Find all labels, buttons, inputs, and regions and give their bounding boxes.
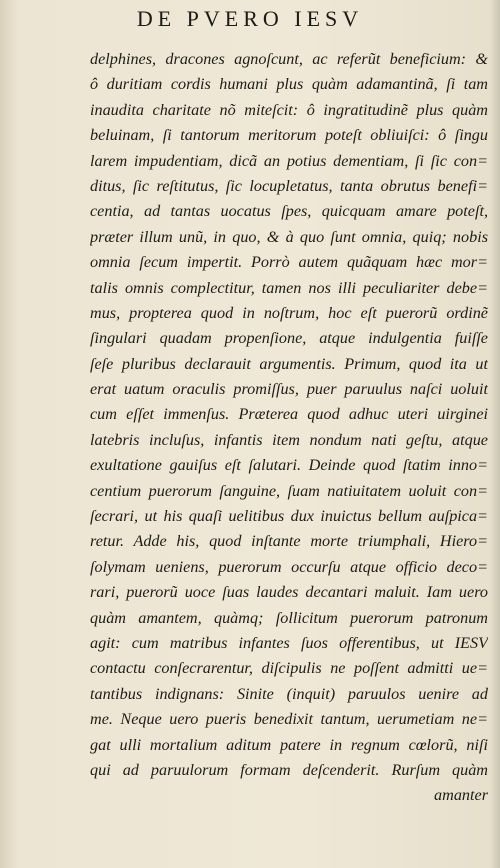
page-edge-shadow [490, 0, 500, 868]
text-line: ſingulari quadam propenſione, atque indulgentia fuiſſe [90, 329, 488, 348]
text-line: ſolymam ueniens, puerorum occurſu atque officio deco= [90, 557, 488, 576]
text-line: omnia ſecum impertit. Porrò autem quãquam hæc mor= [90, 253, 488, 272]
text-line: tantibus indignans: Sinite (inquit) paruulos uenire ad [90, 684, 488, 703]
text-line: retur. Adde his, quod inſtante morte triumphali, Hiero= [90, 532, 488, 551]
text-line: cum eſſet immenſus. Præterea quod adhuc uteri uirginei [90, 405, 488, 424]
text-line: delphines, dracones agnoſcunt, ac referũt beneficium: & [90, 50, 488, 68]
text-line: præter illum unũ, in quo, & à quo ſunt omnia, quiq; nobis [90, 227, 488, 246]
text-line: quàm amantem, quàmq; ſollicitum puerorum patronum [90, 608, 488, 627]
text-line: ditus, ſic reſtitutus, ſic locupletatus, tanta obrutus benefi= [90, 176, 488, 195]
text-line: gat ulli mortalium aditum patere in regnum cœlorũ, niſi [90, 735, 488, 754]
text-line: agit: cum matribus infantes ſuos offerentibus, ut IESV [90, 633, 488, 652]
text-line: mus, propterea quod in noſtrum, hoc eſt puerorũ ordinẽ [90, 303, 488, 322]
text-line: talis omnis complectitur, tamen nos illi peculiariter debe= [90, 278, 488, 297]
text-line: rari, puerorũ uoce ſuas laudes decantari maluit. Iam uero [90, 583, 488, 602]
text-line: ô duritiam cordis humani plus quàm adamantinã, ſi tam [90, 75, 488, 94]
text-line: inaudita charitate nõ miteſcit: ô ingratitudinẽ plus quàm [90, 100, 488, 119]
text-line: centia, ad tantas uocatus ſpes, quicquam amare poteſt, [90, 202, 488, 221]
text-line: amanter [434, 786, 488, 805]
text-line: contactu conſecrarentur, diſcipulis ne poſſent admitti ue= [90, 659, 488, 678]
text-line: me. Neque uero pueris benedixit tantum, uerumetiam ne= [90, 710, 488, 729]
text-line: qui ad paruulorum formam deſcenderit. Rurſum quàm [90, 760, 488, 779]
text-line: beluinam, ſi tantorum meritorum poteſt obliuiſci: ô ſingu [90, 126, 488, 145]
text-line: latebris incluſus, infantis item nondum nati geſtu, atque [90, 430, 488, 449]
text-line: larem impudentiam, dicã an potius dementiam, ſi ſic con= [90, 151, 488, 170]
text-line: ſeſe pluribus declarauit argumentis. Primum, quod ita ut [90, 354, 488, 373]
text-line: exultatione gauiſus eſt ſalutari. Deinde quod ſtatim inno= [90, 456, 488, 475]
text-line: erat uatum oraculis promiſſus, puer paruulus naſci uoluit [90, 380, 488, 399]
text-line: ſecrari, ut his quaſi uelitibus dux inuictus bellum auſpica= [90, 507, 488, 526]
running-head: DE PVERO IESV [136, 6, 364, 31]
body-text [90, 47, 488, 809]
text-line: centium puerorum ſanguine, ſuam natiuitatem uoluit con= [90, 481, 488, 500]
